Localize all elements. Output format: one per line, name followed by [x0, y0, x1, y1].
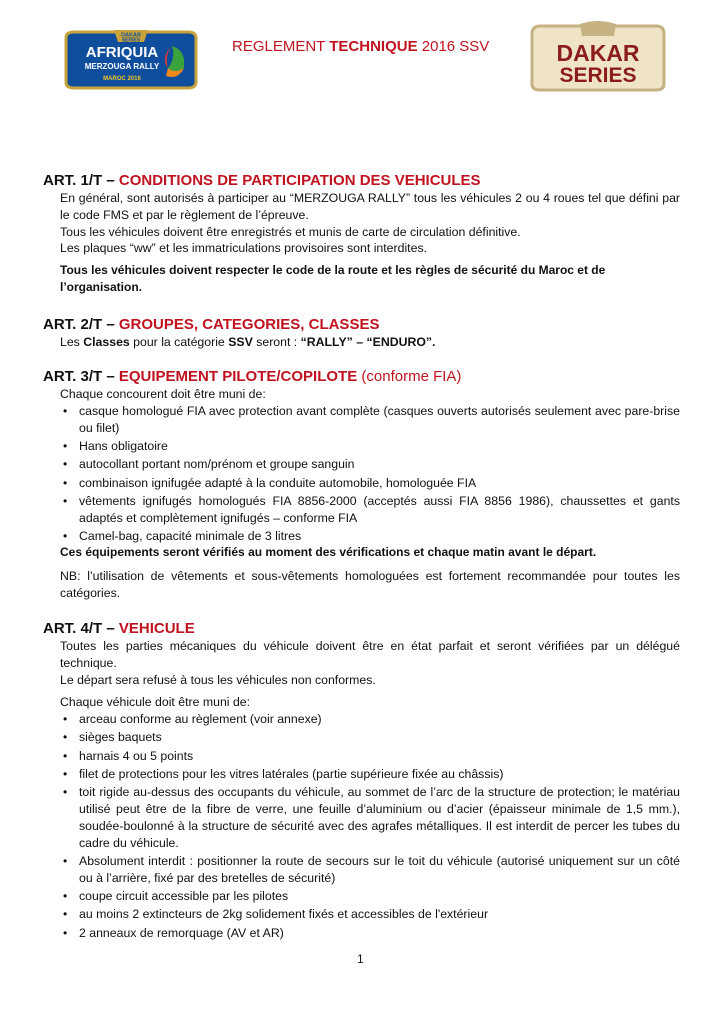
list-item: • coupe circuit accessible par les pilotes	[60, 888, 680, 905]
art1-paragraph-2: Tous les véhicules doivent être enregistrés et munis de carte de circulation définitive.	[60, 224, 521, 239]
art4-heading: ART. 4/T – VEHICULE	[43, 620, 195, 637]
list-item: • arceau conforme au règlement (voir annexe)	[60, 711, 680, 728]
art3-intro: Chaque concourent doit être muni de:	[60, 387, 266, 401]
art3-heading: ART. 3/T – EQUIPEMENT PILOTE/COPILOTE (conforme FIA)	[43, 368, 462, 385]
svg-text:SERIES: SERIES	[121, 37, 141, 44]
list-item: • autocollant portant nom/prénom et groupe sanguin	[60, 456, 680, 473]
art4-vehicle-list	[60, 711, 680, 943]
art1-paragraph-3: Les plaques “ww” et les immatriculations provisoires sont interdites.	[60, 241, 428, 256]
list-item: • vêtements ignifugés homologués FIA 8856-2000 (acceptés aussi FIA 8856 1986), chaussettes et gants adaptés et complètement ignifugés – conforme FIA	[60, 493, 680, 527]
art3-bold-note: Ces équipements seront vérifiés au moment des vérifications et chaque matin avant le départ.	[60, 545, 597, 559]
afriquia-merzouga-rally-logo	[60, 28, 202, 92]
svg-text:DAKAR: DAKAR	[121, 32, 141, 39]
document-title: REGLEMENT TECHNIQUE 2016 SSV	[232, 38, 490, 55]
svg-text:MAROC 2016: MAROC 2016	[103, 76, 141, 82]
art4-paragraph-1: Toutes les parties mécaniques du véhicule doivent être en état parfait et seront vérifiées par un délégué technique.	[60, 639, 680, 670]
art3-equipment-list	[60, 403, 680, 546]
art1-body	[60, 190, 680, 257]
art4-paragraph-2: Le départ sera refusé à tous les véhicules non conformes.	[60, 672, 376, 687]
art4-body	[60, 638, 680, 688]
list-item: • casque homologué FIA avec protection avant complète (casques ouverts autorisés seulement avec pare-brise ou filet)	[60, 403, 680, 437]
art3-nb: NB: l’utilisation de vêtements et sous-vêtements homologuées est fortement recommandée pour toutes les catégories.	[60, 569, 680, 600]
art2-body: Les Classes pour la catégorie SSV seront : “RALLY” – “ENDURO”.	[60, 335, 436, 349]
list-item: • combinaison ignifugée adapté à la conduite automobile, homologuée FIA	[60, 475, 680, 492]
svg-text:AFRIQUIA: AFRIQUIA	[85, 44, 159, 61]
art1-paragraph-1: En général, sont autorisés à participer au “MERZOUGA RALLY” tous les véhicules 2 ou 4 roues tel que défini par le code FMS et par le règlement de l’épreuve.	[60, 191, 680, 222]
list-item: • Camel-bag, capacité minimale de 3 litres	[60, 528, 680, 545]
svg-text:SERIES: SERIES	[559, 64, 637, 87]
list-item: • Hans obligatoire	[60, 438, 680, 455]
svg-text:DAKAR: DAKAR	[556, 40, 640, 66]
art1-heading: ART. 1/T – CONDITIONS DE PARTICIPATION DES VEHICULES	[43, 172, 481, 189]
list-item: • filet de protections pour les vitres latérales (partie supérieure fixée au châssis)	[60, 766, 680, 783]
list-item: • toit rigide au-dessus des occupants du véhicule, au sommet de l’arc de la structure de protection; le matériau utilisé peut être de la fibre de verre, une feuille d’aluminium ou d’acier (épaisseur minimale de 1,5 mm.), soudée-boulonné à la structure de sécurité avec des agrafes métalliques. Il est interdit de percer les tubes du cadre du véhicule.	[60, 784, 680, 851]
list-item: • sièges baquets	[60, 729, 680, 746]
page-number: 1	[357, 952, 364, 966]
art2-heading: ART. 2/T – GROUPES, CATEGORIES, CLASSES	[43, 316, 380, 333]
dakar-series-logo	[528, 20, 668, 92]
list-item: • harnais 4 ou 5 points	[60, 748, 680, 765]
list-item: • Absolument interdit : positionner la route de secours sur le toit du véhicule (autorisé uniquement sur un côté ou à l’arrière, fixé par des bretelles de sécurité)	[60, 853, 680, 887]
art4-intro: Chaque véhicule doit être muni de:	[60, 695, 251, 709]
list-item: • au moins 2 extincteurs de 2kg solidement fixés et accessibles de l'extérieur	[60, 906, 680, 923]
art1-bold-note: Tous les véhicules doivent respecter le code de la route et les règles de sécurité du Maroc et de l’organisation.	[60, 263, 606, 294]
svg-text:MERZOUGA RALLY: MERZOUGA RALLY	[84, 62, 160, 71]
list-item: • 2 anneaux de remorquage (AV et AR)	[60, 925, 680, 942]
